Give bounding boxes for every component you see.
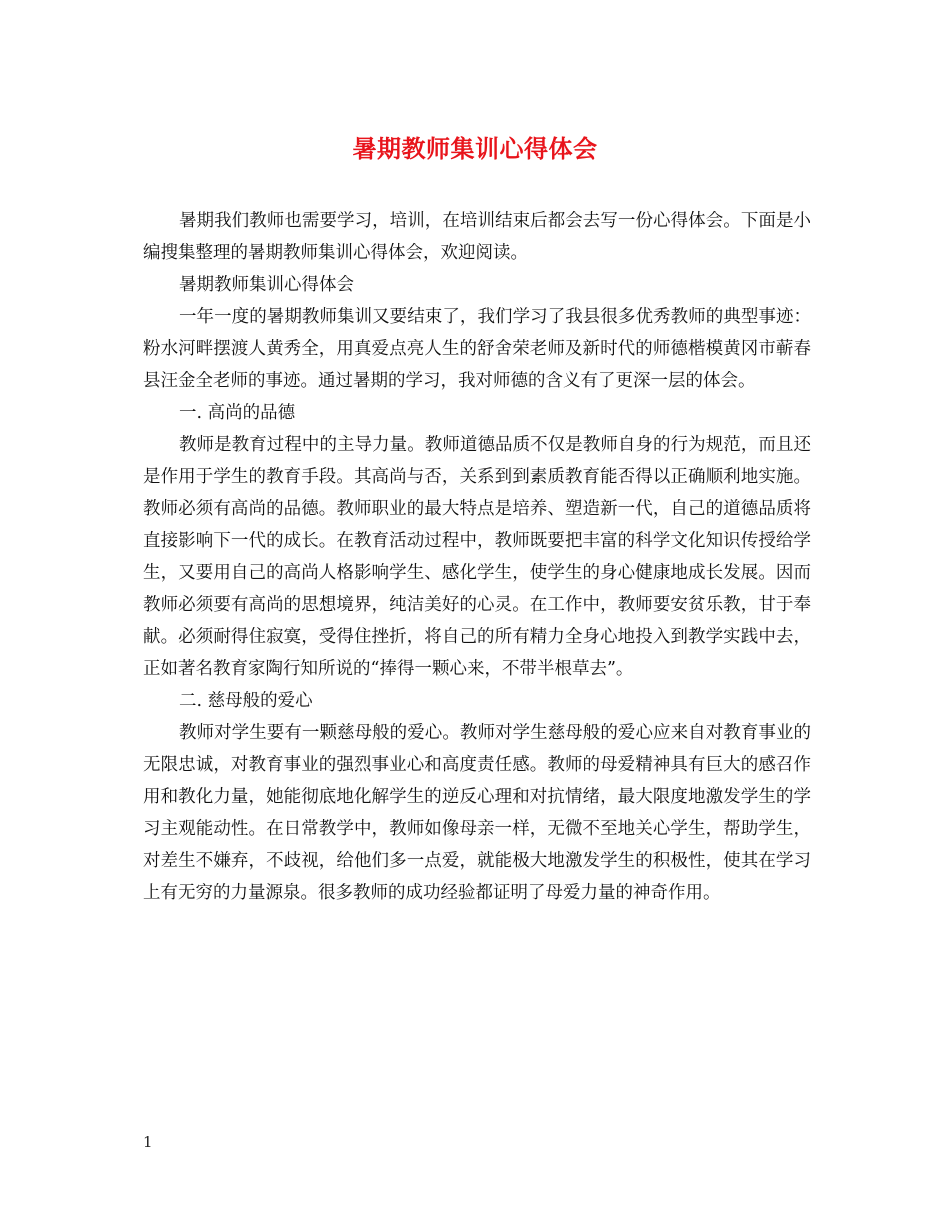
paragraph-noble-character: 教师是教育过程中的主导力量。教师道德品质不仅是教师自身的行为规范，而且还是作用于学生的教育手段。其高尚与否，关系到到素质教育能否得以正确顺利地实施。教师必须有高尚的品德。教师职业的最大特点是培养、塑造新一代，自己的道德品质将直接影响下一代的成长。在教育活动过程中，教师既要把丰富的科学文化知识传授给学生，又要用自己的高尚人格影响学生、感化学生，使学生的身心健康地成长发展。因而教师必须要有高尚的思想境界，纯洁美好的心灵。在工作中，教师要安贫乐教，甘于奉献。必须耐得住寂寞，受得住挫折，将自己的所有精力全身心地投入到教学实践中去，正如著名教育家陶行知所说的“捧得一颗心来，不带半根草去”。 xyxy=(143,435,811,679)
section-heading-motherly-love: 二. 慈母般的爱心 xyxy=(179,691,313,711)
paragraph-subtitle: 暑期教师集训心得体会 xyxy=(179,275,354,295)
paragraph-overview: 一年一度的暑期教师集训又要结束了，我们学习了我县很多优秀教师的典型事迹：粉水河畔摆渡人黄秀全，用真爱点亮人生的舒舍荣老师及新时代的师德楷模黄冈市蕲春县汪金全老师的事迹。通过暑期的学习，我对师德的含义有了更深一层的体会。 xyxy=(143,307,811,391)
document-body xyxy=(143,205,811,909)
document-title: 暑期教师集训心得体会 xyxy=(352,134,598,163)
section-heading-noble-character: 一. 高尚的品德 xyxy=(179,403,296,423)
paragraph-intro: 暑期我们教师也需要学习，培训，在培训结束后都会去写一份心得体会。下面是小编搜集整理的暑期教师集训心得体会，欢迎阅读。 xyxy=(143,211,811,263)
paragraph-motherly-love: 教师对学生要有一颗慈母般的爱心。教师对学生慈母般的爱心应来自对教育事业的无限忠诚，对教育事业的强烈事业心和高度责任感。教师的母爱精神具有巨大的感召作用和教化力量，她能彻底地化解学生的逆反心理和对抗情绪，最大限度地激发学生的学习主观能动性。在日常教学中，教师如像母亲一样，无微不至地关心学生，帮助学生，对差生不嫌弃，不歧视，给他们多一点爱，就能极大地激发学生的积极性，使其在学习上有无穷的力量源泉。很多教师的成功经验都证明了母爱力量的神奇作用。 xyxy=(143,723,811,903)
page-number: 1 xyxy=(143,1133,153,1151)
